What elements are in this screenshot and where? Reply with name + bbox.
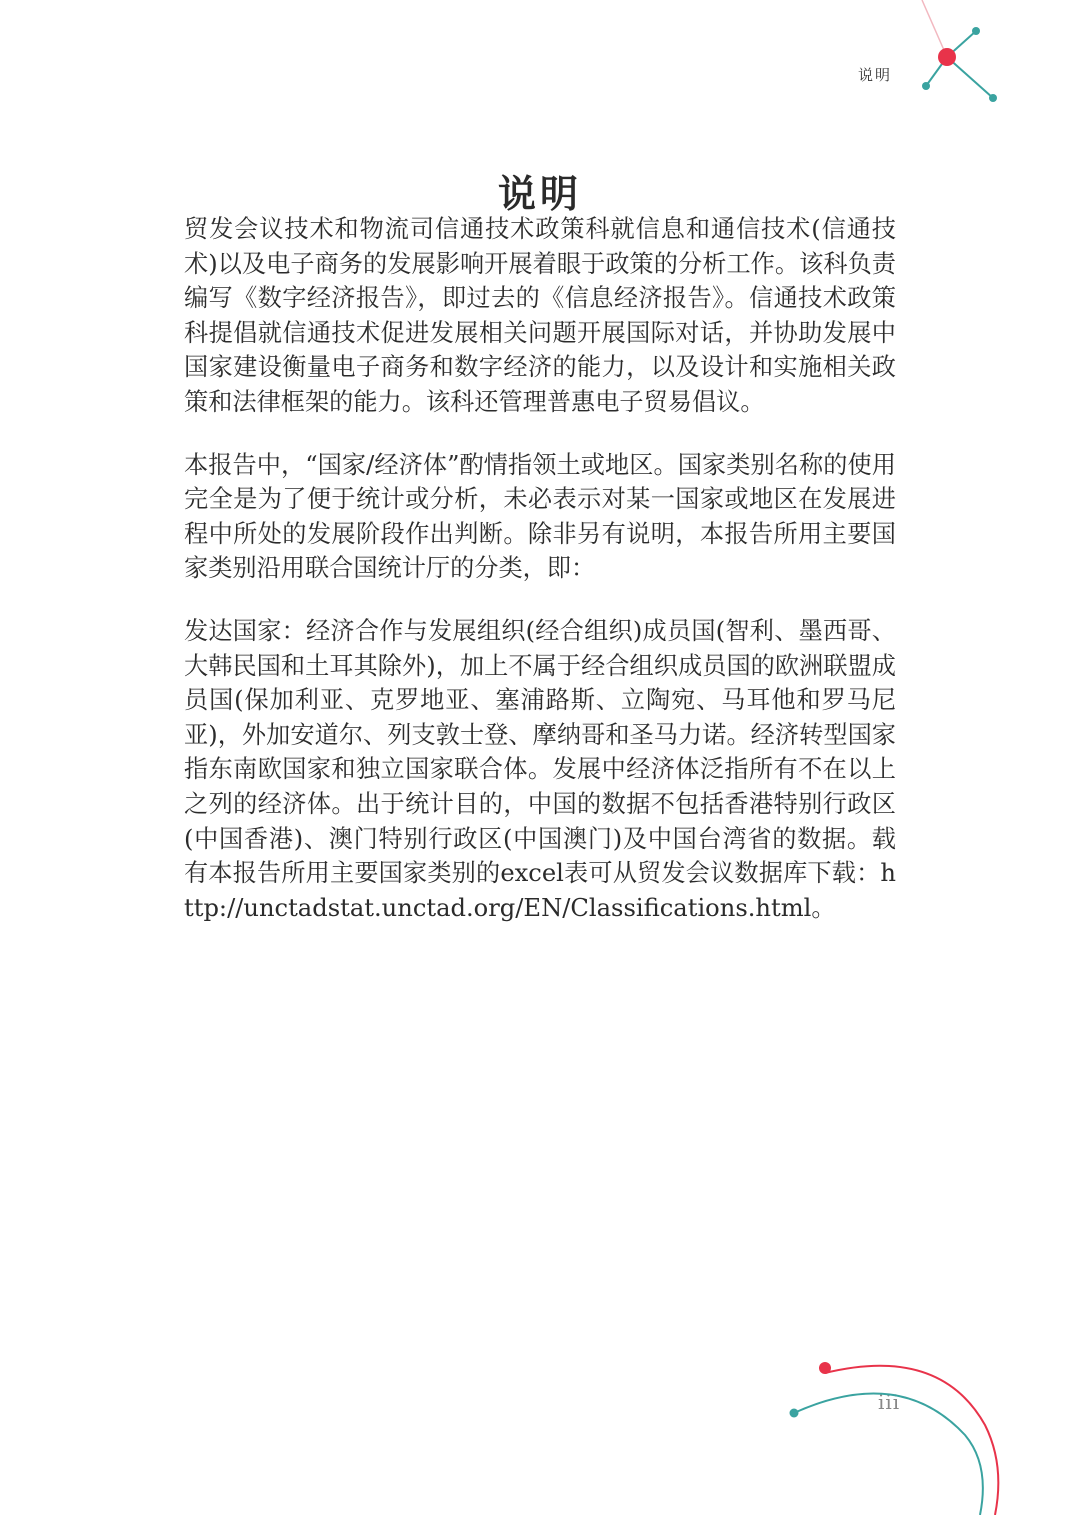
running-header: 说明 (858, 66, 893, 84)
arc-decoration-icon (780, 1355, 1080, 1515)
page-number: iii (878, 1390, 901, 1414)
paragraph-3: 发达国家：经济合作与发展组织(经合组织)成员国(智利、墨西哥、大韩民国和土耳其除外)，加上不属于经合组织成员国的欧洲联盟成员国(保加利亚、克罗地亚、塞浦路斯、立陶宛、马耳他和罗马尼亚)，外加安道尔、列支敦士登、摩纳哥和圣马力诺。经济转型国家指东南欧国家和独立国家联合体。发展中经济体泛指所有不在以上之列的经济体。出于统计目的，中国的数据不包括香港特别行政区(中国香港)、澳门特别行政区(中国澳门)及中国台湾省的数据。载有本报告所用主要国家类别的excel表可从贸发会议数据库下载：http://unctadstat.unctad.org/EN/Classifications.html。 (184, 616, 896, 922)
page-title: 说明 (497, 172, 582, 217)
paragraph-1: 贸发会议技术和物流司信通技术政策科就信息和通信技术(信通技术)以及电子商务的发展影响开展着眼于政策的分析工作。该科负责编写《数字经济报告》，即过去的《信息经济报告》。信通技术政策科提倡就信通技术促进发展相关问题开展国际对话，并协助发展中国家建设衡量电子商务和数字经济的能力，以及设计和实施相关政策和法律框架的能力。该科还管理普惠电子贸易倡议。 (184, 215, 896, 416)
paragraph-2: 本报告中，“国家/经济体”酌情指领土或地区。国家类别名称的使用完全是为了便于统计或分析，未必表示对某一国家或地区在发展进程中所处的发展阶段作出判断。除非另有说明，本报告所用主要国家类别沿用联合国统计厅的分类，即： (184, 450, 896, 583)
network-node-icon (900, 0, 1010, 115)
body-text (184, 212, 896, 953)
